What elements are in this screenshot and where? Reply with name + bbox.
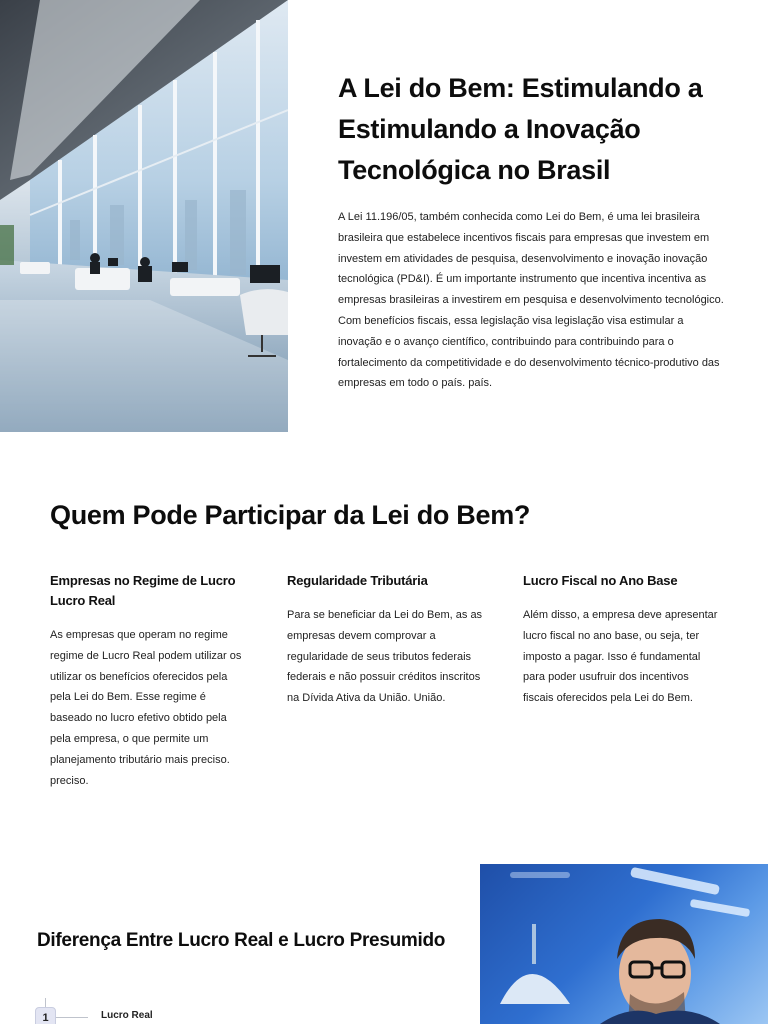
participant-card-title: Regularidade Tributária	[287, 573, 428, 588]
participant-card-body: Além disso, a empresa deve apresentar lucro fiscal no ano base, ou seja, ter imposto a pagar. Isso é fundamental para poder usufruir dos incentivos fiscais oferecidos pela Lei do Bem.	[523, 609, 718, 705]
participant-card-title: Lucro Fiscal no Ano Base	[523, 573, 678, 588]
participant-card	[287, 571, 485, 709]
hero-description: A Lei 11.196/05, também conhecida como Lei do Bem, é uma lei brasileira brasileira que estabelece incentivos fiscais para empresas que investem em investem em atividades de pesquisa, desenvolvimento e inovação inovação tecnológica (PD&I). É um importante instrumento que incentiva incentiva as empresas brasileiras a investirem em pesquisa e desenvolvimento tecnológico. Com benefícios fiscais, essa legislação visa legislação visa estimular a inovação e o avanço científico, contribuindo para contribuindo para o fortalecimento da competitividade e do desenvolvimento técnico-produtivo das empresas em todo o país. país.	[338, 211, 724, 390]
timeline-step-label: Lucro Real	[101, 1010, 153, 1021]
participant-card-body: Para se beneficiar da Lei do Bem, as as empresas devem comprovar a regularidade de seus tributos federais federais e não possuir créditos inscritos na Dívida Ativa da União. União.	[287, 609, 483, 705]
participant-card-body: As empresas que operam no regime regime de Lucro Real podem utilizar os utilizar os benefícios oferecidos pela pela Lei do Bem. Esse regime é baseado no lucro efetivo obtido pela pela empresa, o que permite um planejamento tributário mais preciso. preciso.	[50, 629, 242, 787]
hero-section	[338, 68, 728, 394]
hero-title: A Lei do Bem: Estimulando a Estimulando a Inovação Tecnológica no Brasil	[338, 73, 703, 185]
difference-section-title: Diferença Entre Lucro Real e Lucro Presumido	[37, 930, 446, 951]
participant-card	[523, 571, 721, 709]
timeline-connector	[55, 1017, 88, 1018]
participants-section-title: Quem Pode Participar da Lei do Bem?	[50, 500, 531, 530]
person-photo	[480, 864, 768, 1024]
office-photo	[0, 0, 288, 432]
timeline-step-number: 1	[35, 1007, 56, 1024]
participant-card-title: Empresas no Regime de Lucro Lucro Real	[50, 573, 236, 608]
participant-card	[50, 571, 248, 791]
